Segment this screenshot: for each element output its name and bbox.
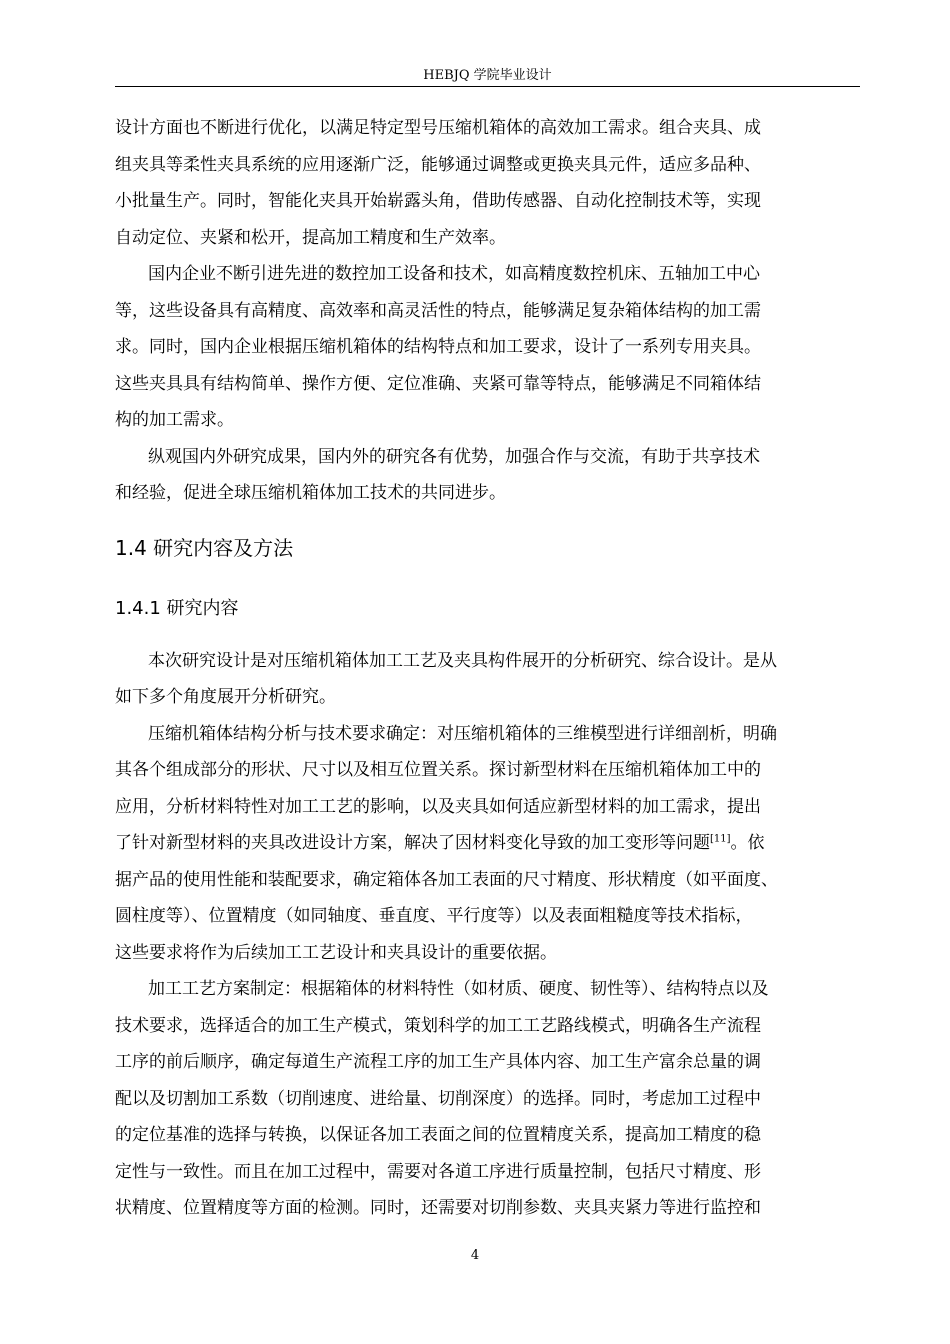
line-text: 了针对新型材料的夹具改进设计方案，解决了因材料变化导致的加工变形等问题	[115, 833, 710, 853]
paragraph-line: 构的加工需求。	[115, 410, 234, 430]
paragraph-line: 加工工艺方案制定：根据箱体的材料特性（如材质、硬度、韧性等）、结构特点以及	[148, 979, 769, 999]
paragraph-line: 工序的前后顺序，确定每道生产流程工序的加工生产具体内容、加工生产富余总量的调	[115, 1052, 761, 1072]
header-rule	[115, 86, 860, 87]
paragraph-line: 自动定位、夹紧和松开，提高加工精度和生产效率。	[115, 228, 506, 248]
page-number: 4	[470, 1248, 480, 1263]
paragraph-line: 组夹具等柔性夹具系统的应用逐渐广泛，能够通过调整或更换夹具元件，适应多品种、	[115, 155, 761, 175]
paragraph-line: 这些要求将作为后续加工工艺设计和夹具设计的重要依据。	[115, 943, 557, 963]
paragraph-line: 求。同时，国内企业根据压缩机箱体的结构特点和加工要求，设计了一系列专用夹具。	[115, 337, 761, 357]
paragraph-line: 本次研究设计是对压缩机箱体加工工艺及夹具构件展开的分析研究、综合设计。是从	[148, 651, 777, 671]
section-heading: 1.4 研究内容及方法	[115, 536, 294, 560]
paragraph-line	[115, 833, 765, 853]
paragraph-line: 的定位基准的选择与转换，以保证各加工表面之间的位置精度关系，提高加工精度的稳	[115, 1125, 761, 1145]
paragraph-line: 国内企业不断引进先进的数控加工设备和技术，如高精度数控机床、五轴加工中心	[148, 264, 760, 284]
paragraph-line: 小批量生产。同时，智能化夹具开始崭露头角，借助传感器、自动化控制技术等，实现	[115, 191, 761, 211]
paragraph-line: 纵观国内外研究成果，国内外的研究各有优势，加强合作与交流，有助于共享技术	[148, 447, 760, 467]
paragraph-line: 应用，分析材料特性对加工工艺的影响，以及夹具如何适应新型材料的加工需求，提出	[115, 797, 761, 817]
subsection-heading: 1.4.1 研究内容	[115, 598, 239, 619]
paragraph-line: 定性与一致性。而且在加工过程中，需要对各道工序进行质量控制，包括尺寸精度、形	[115, 1162, 761, 1182]
paragraph-line: 圆柱度等）、位置精度（如同轴度、垂直度、平行度等）以及表面粗糙度等技术指标，	[115, 906, 753, 926]
paragraph-line: 压缩机箱体结构分析与技术要求确定：对压缩机箱体的三维模型进行详细剖析，明确	[148, 724, 777, 744]
paragraph-line: 据产品的使用性能和装配要求，确定箱体各加工表面的尺寸精度、形状精度（如平面度、	[115, 870, 778, 890]
paragraph-line: 设计方面也不断进行优化，以满足特定型号压缩机箱体的高效加工需求。组合夹具、成	[115, 118, 761, 138]
paragraph-line: 配以及切割加工系数（切削速度、进给量、切削深度）的选择。同时，考虑加工过程中	[115, 1089, 761, 1109]
citation-ref: [11]	[710, 833, 731, 845]
paragraph-line: 这些夹具具有结构简单、操作方便、定位准确、夹紧可靠等特点，能够满足不同箱体结	[115, 374, 761, 394]
paragraph-line: 和经验，促进全球压缩机箱体加工技术的共同进步。	[115, 483, 506, 503]
line-text: 。依	[730, 833, 765, 853]
page-header: HEBJQ 学院毕业设计	[423, 68, 552, 83]
paragraph-line: 技术要求，选择适合的加工生产模式，策划科学的加工工艺路线模式，明确各生产流程	[115, 1016, 761, 1036]
paragraph-line: 等，这些设备具有高精度、高效率和高灵活性的特点，能够满足复杂箱体结构的加工需	[115, 301, 761, 321]
paragraph-line: 状精度、位置精度等方面的检测。同时，还需要对切削参数、夹具夹紧力等进行监控和	[115, 1198, 761, 1218]
paragraph-line: 其各个组成部分的形状、尺寸以及相互位置关系。探讨新型材料在压缩机箱体加工中的	[115, 760, 761, 780]
paragraph-line: 如下多个角度展开分析研究。	[115, 687, 336, 707]
